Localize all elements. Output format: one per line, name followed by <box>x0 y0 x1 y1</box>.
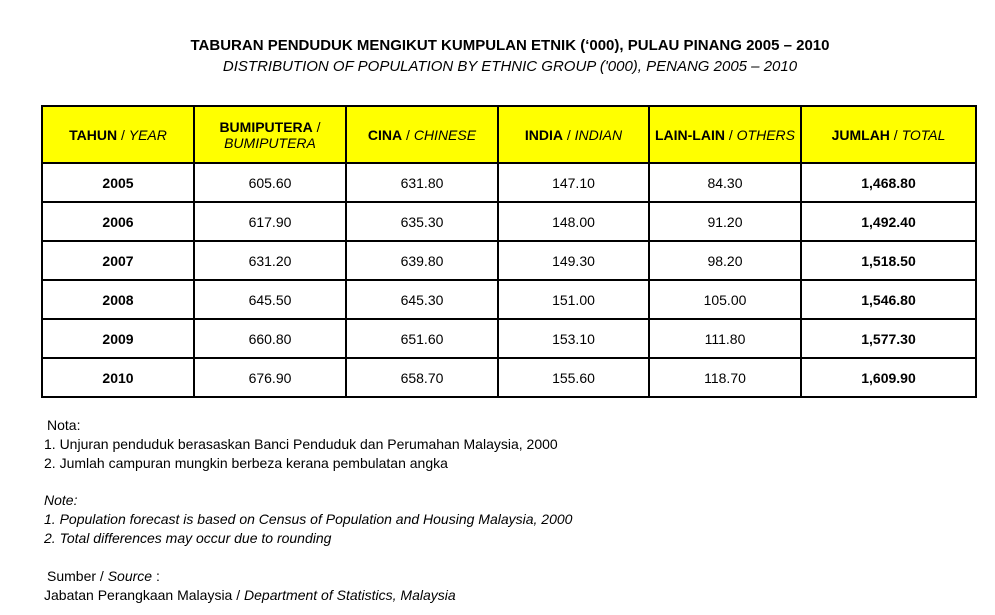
indian-cell: 151.00 <box>498 280 649 319</box>
table-row <box>42 163 976 202</box>
year-cell: 2009 <box>42 319 194 358</box>
total-cell: 1,492.40 <box>801 202 976 241</box>
year-cell: 2005 <box>42 163 194 202</box>
others-cell: 118.70 <box>649 358 801 397</box>
notes-english-item: 2. Total differences may occur due to rounding <box>44 530 332 546</box>
table-row <box>42 241 976 280</box>
year-cell: 2010 <box>42 358 194 397</box>
bumiputera-cell: 676.90 <box>194 358 346 397</box>
population-table <box>41 105 977 398</box>
notes-english <box>44 491 572 548</box>
bumiputera-cell: 617.90 <box>194 202 346 241</box>
indian-cell: 155.60 <box>498 358 649 397</box>
column-header-others: LAIN-LAIN / OTHERS <box>649 106 801 163</box>
total-cell: 1,546.80 <box>801 280 976 319</box>
column-header-indian: INDIA / INDIAN <box>498 106 649 163</box>
others-cell: 91.20 <box>649 202 801 241</box>
chinese-cell: 658.70 <box>346 358 498 397</box>
table-row <box>42 202 976 241</box>
table-header-row <box>42 106 976 163</box>
indian-cell: 148.00 <box>498 202 649 241</box>
chinese-cell: 635.30 <box>346 202 498 241</box>
chinese-cell: 651.60 <box>346 319 498 358</box>
others-cell: 105.00 <box>649 280 801 319</box>
bumiputera-cell: 631.20 <box>194 241 346 280</box>
chinese-cell: 639.80 <box>346 241 498 280</box>
notes-malay-item: 2. Jumlah campuran mungkin berbeza kerana pembulatan angka <box>44 455 448 471</box>
total-cell: 1,577.30 <box>801 319 976 358</box>
column-header-bumiputera: BUMIPUTERA / BUMIPUTERA <box>194 106 346 163</box>
others-cell: 111.80 <box>649 319 801 358</box>
notes-malay-heading: Nota: <box>47 417 81 433</box>
source-organization: Jabatan Perangkaan Malaysia / Department of Statistics, Malaysia <box>44 587 456 603</box>
total-cell: 1,609.90 <box>801 358 976 397</box>
table-row <box>42 280 976 319</box>
notes-malay <box>44 416 558 473</box>
indian-cell: 147.10 <box>498 163 649 202</box>
source-block <box>44 567 456 605</box>
year-cell: 2006 <box>42 202 194 241</box>
source-label: Sumber / Source : <box>47 568 160 584</box>
notes-english-heading: Note: <box>44 492 78 508</box>
year-cell: 2007 <box>42 241 194 280</box>
bumiputera-cell: 645.50 <box>194 280 346 319</box>
notes-english-item: 1. Population forecast is based on Census of Population and Housing Malaysia, 2000 <box>44 511 573 527</box>
total-cell: 1,468.80 <box>801 163 976 202</box>
indian-cell: 149.30 <box>498 241 649 280</box>
column-header-chinese: CINA / CHINESE <box>346 106 498 163</box>
table-row <box>42 358 976 397</box>
page-title: TABURAN PENDUDUK MENGIKUT KUMPULAN ETNIK (‘000), PULAU PINANG 2005 – 2010 <box>190 37 830 54</box>
column-header-total: JUMLAH / TOTAL <box>801 106 976 163</box>
others-cell: 98.20 <box>649 241 801 280</box>
notes-malay-item: 1. Unjuran penduduk berasaskan Banci Penduduk dan Perumahan Malaysia, 2000 <box>44 436 558 452</box>
others-cell: 84.30 <box>649 163 801 202</box>
page-subtitle: DISTRIBUTION OF POPULATION BY ETHNIC GROUP ('000), PENANG 2005 – 2010 <box>222 58 798 75</box>
bumiputera-cell: 605.60 <box>194 163 346 202</box>
table-row <box>42 319 976 358</box>
column-header-year: TAHUN / YEAR <box>42 106 194 163</box>
bumiputera-cell: 660.80 <box>194 319 346 358</box>
indian-cell: 153.10 <box>498 319 649 358</box>
year-cell: 2008 <box>42 280 194 319</box>
chinese-cell: 645.30 <box>346 280 498 319</box>
total-cell: 1,518.50 <box>801 241 976 280</box>
chinese-cell: 631.80 <box>346 163 498 202</box>
